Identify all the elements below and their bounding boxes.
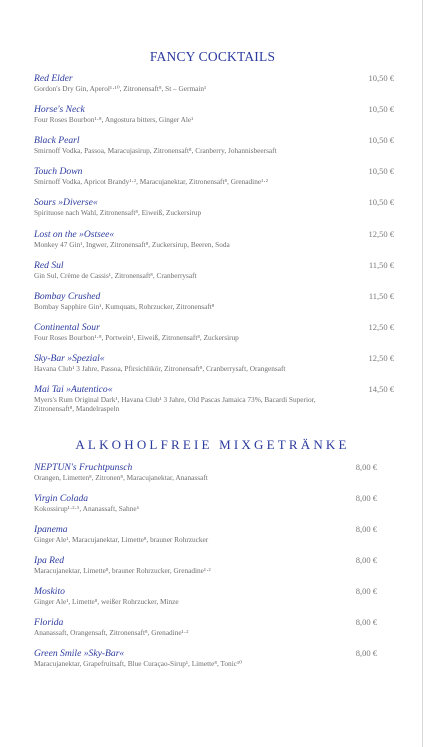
item-name: Horse's Neck (34, 104, 85, 115)
menu-item (34, 229, 394, 249)
item-price: 8,00 € (355, 524, 377, 534)
item-name: Bombay Crushed (34, 291, 101, 302)
item-name: Sours »Diverse« (34, 197, 98, 208)
item-description: Bombay Sapphire Gin¹, Kumquats, Rohrzucker, Zitronensaft⁸ (34, 302, 215, 311)
item-price: 14,50 € (368, 384, 394, 394)
item-price: 8,00 € (355, 586, 377, 596)
menu-item (34, 166, 394, 186)
item-description: Kokossirup¹·²·⁵, Ananassaft, Sahne⁶ (34, 504, 140, 513)
item-name: Green Smile »Sky-Bar« (34, 648, 125, 659)
item-description: Havana Club¹ 3 Jahre, Passoa, Pfirsichlikör, Zitronensaft⁸, Cranberrysaft, Orangensaft (34, 364, 286, 373)
item-name: Ipanema (34, 524, 68, 535)
item-name: Touch Down (34, 166, 83, 177)
menu-item (34, 135, 394, 155)
item-description: Maracujanektar, Limette⁸, brauner Rohrzucker, Grenadine¹·² (34, 566, 211, 575)
item-description: Ginger Ale¹, Maracujanektar, Limette⁸, brauner Rohrzucker (34, 535, 209, 544)
item-price: 10,50 € (368, 73, 394, 83)
item-price: 8,00 € (355, 555, 377, 565)
item-price: 11,50 € (368, 260, 394, 270)
menu-item (34, 384, 394, 414)
item-description: Spirituose nach Wahl, Zitronensaft⁸, Eiweiß, Zuckersirup (34, 208, 202, 217)
item-price: 8,00 € (355, 648, 377, 658)
item-description: Ananassaft, Orangensaft, Zitronensaft⁸, Grenadine¹·² (34, 628, 189, 637)
menu-item (34, 291, 394, 311)
item-price: 10,50 € (368, 166, 394, 176)
item-name: Virgin Colada (34, 493, 89, 504)
item-name: NEPTUN's Fruchtpunsch (34, 462, 133, 473)
item-name: Florida (34, 617, 64, 628)
menu-item (34, 260, 394, 280)
item-name: Sky-Bar »Spezial« (34, 353, 105, 364)
item-name: Lost on the »Ostsee« (34, 229, 115, 240)
menu-item (34, 104, 394, 124)
item-description: Smirnoff Vodka, Apricot Brandy¹·², Maracujanektar, Zitronensaft⁸, Grenadine¹·² (34, 177, 268, 186)
item-name: Black Pearl (34, 135, 80, 146)
item-price: 8,00 € (355, 462, 377, 472)
item-price: 12,50 € (368, 229, 394, 239)
menu-item (34, 73, 394, 93)
menu-item (34, 648, 377, 668)
item-description: Maracujanektar, Grapefruitsaft, Blue Curaçao-Sirup¹, Limette⁸, Tonic¹⁰ (34, 659, 243, 668)
item-description: Four Roses Bourbon¹·⁸, Angostura bitters, Ginger Ale¹ (34, 115, 194, 124)
item-name: Red Sul (34, 260, 64, 271)
item-price: 8,00 € (355, 617, 377, 627)
item-description: Ginger Ale¹, Limette⁸, weißer Rohrzucker, Minze (34, 597, 179, 606)
item-name: Red Elder (34, 73, 73, 84)
menu-item (34, 493, 377, 513)
item-description: Gin Sul, Crème de Cassis¹, Zitronensaft⁸, Cranberrysaft (34, 271, 197, 280)
item-description: Monkey 47 Gin¹, Ingwer, Zitronensaft⁸, Zuckersirup, Beeren, Soda (34, 240, 230, 249)
item-name: Moskito (34, 586, 65, 597)
item-description: Gordon's Dry Gin, Aperol¹·¹⁰, Zitronensaft⁸, St – Germain¹ (34, 84, 207, 93)
menu-item (34, 555, 377, 575)
item-price: 12,50 € (368, 353, 394, 363)
page-edge-rule (422, 0, 423, 747)
menu-item (34, 586, 377, 606)
item-description: Orangen, Limetten⁸, Zitronen⁸, Maracujanektar, Ananassaft (34, 473, 208, 482)
menu-item (34, 462, 377, 482)
menu-item (34, 197, 394, 217)
item-description: Four Roses Bourbon¹·⁸, Portwein¹, Eiweiß, Zitronensaft⁸, Zuckersirup (34, 333, 239, 342)
section-title-alkoholfreie-mixgetraenke: ALKOHOLFREIE MIXGETRÄNKE (75, 437, 350, 452)
menu-item (34, 617, 377, 637)
item-description: Smirnoff Vodka, Passoa, Maracujasirup, Zitronensaft⁸, Cranberry, Johannisbeersaft (34, 146, 277, 155)
item-price: 8,00 € (355, 493, 377, 503)
item-price: 10,50 € (368, 135, 394, 145)
item-name: Continental Sour (34, 322, 100, 333)
item-description: Myers's Rum Original Dark¹, Havana Club¹ 3 Jahre, Old Pascas Jamaica 73%, Bacardi Superior, Zitronensaft⁸, Mandelraspeln (34, 395, 316, 414)
menu-item (34, 322, 394, 342)
section-title-fancy-cocktails: FANCY COCKTAILS (149, 49, 276, 64)
menu-item (34, 524, 377, 544)
item-price: 10,50 € (368, 197, 394, 207)
item-price: 12,50 € (368, 322, 394, 332)
menu-item (34, 353, 394, 373)
item-price: 11,50 € (368, 291, 394, 301)
item-name: Ipa Red (34, 555, 65, 566)
item-name: Mai Tai »Autentico« (34, 384, 113, 395)
item-price: 10,50 € (368, 104, 394, 114)
